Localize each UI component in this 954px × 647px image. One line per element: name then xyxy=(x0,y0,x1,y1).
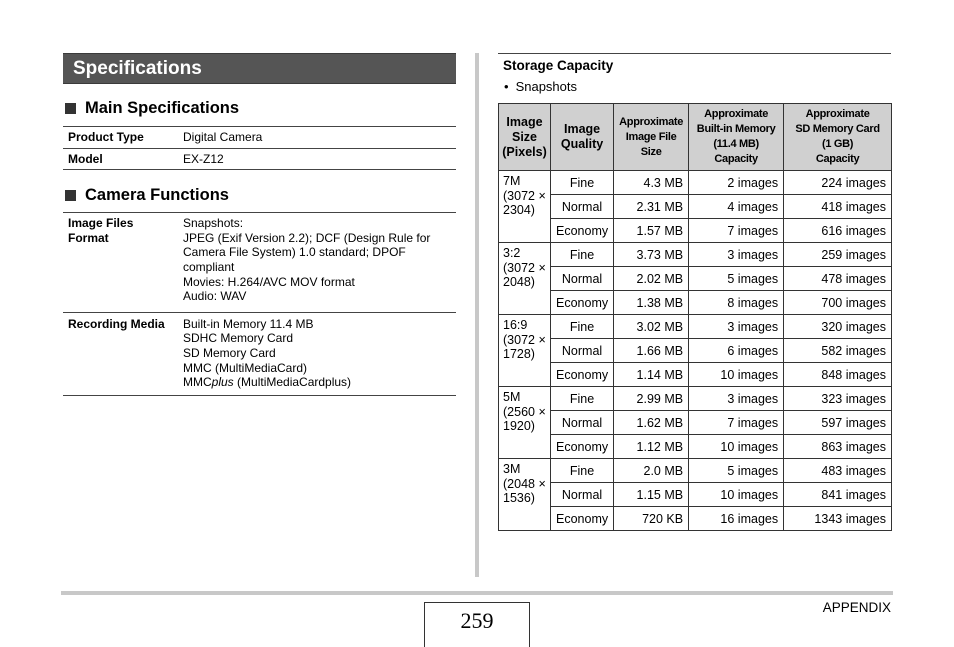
file-size-cell: 2.31 MB xyxy=(614,195,689,219)
sd-capacity-cell: 841 images xyxy=(784,483,892,507)
image-size-cell: 16:9 (3072 × 1728) xyxy=(499,315,551,387)
table-row xyxy=(499,387,892,411)
camera-functions-heading xyxy=(63,185,456,205)
file-size-cell: 1.15 MB xyxy=(614,483,689,507)
footer-rule xyxy=(61,591,893,595)
camera-functions-table xyxy=(63,212,456,396)
column-divider xyxy=(475,53,479,577)
file-size-cell: 1.57 MB xyxy=(614,219,689,243)
spec-line: JPEG (Exif Version 2.2); DCF (Design Rule for xyxy=(183,230,431,245)
spec-value xyxy=(178,213,456,313)
quality-cell: Economy xyxy=(551,291,614,315)
bullet-label: Snapshots xyxy=(515,79,577,94)
image-size-cell: 3:2 (3072 × 2048) xyxy=(499,243,551,315)
builtin-capacity-cell: 5 images xyxy=(689,267,784,291)
sd-capacity-cell: 418 images xyxy=(784,195,892,219)
quality-cell: Economy xyxy=(551,363,614,387)
spec-value xyxy=(178,312,456,395)
main-specifications-heading xyxy=(63,98,456,118)
file-size-cell: 2.99 MB xyxy=(614,387,689,411)
file-size-cell: 3.02 MB xyxy=(614,315,689,339)
spec-value: EX-Z12 xyxy=(183,151,224,166)
spec-key: Model xyxy=(68,151,103,166)
builtin-capacity-cell: 3 images xyxy=(689,387,784,411)
spec-line: MMCplus (MultiMediaCardplus) xyxy=(183,375,352,390)
main-specifications-table xyxy=(63,126,456,170)
file-size-cell: 1.66 MB xyxy=(614,339,689,363)
sd-capacity-cell: 323 images xyxy=(784,387,892,411)
header-file-size: Approximate Image File Size xyxy=(614,104,689,171)
spec-key: Image Files Format xyxy=(68,216,134,245)
spec-line: Built-in Memory 11.4 MB xyxy=(183,316,314,331)
spec-line: MMC (MultiMediaCard) xyxy=(183,360,308,375)
builtin-capacity-cell: 4 images xyxy=(689,195,784,219)
sd-capacity-cell: 848 images xyxy=(784,363,892,387)
snapshots-bullet xyxy=(498,79,891,94)
footer-section-label: APPENDIX xyxy=(822,600,891,615)
table-header-row xyxy=(499,104,892,171)
page-title: Specifications xyxy=(63,53,456,84)
table-row xyxy=(499,267,892,291)
image-size-cell: 5M (2560 × 1920) xyxy=(499,387,551,459)
spec-line: SD Memory Card xyxy=(183,345,276,360)
quality-cell: Normal xyxy=(551,267,614,291)
file-size-cell: 3.73 MB xyxy=(614,243,689,267)
table-row xyxy=(499,219,892,243)
table-row xyxy=(499,507,892,531)
sd-capacity-cell: 616 images xyxy=(784,219,892,243)
builtin-capacity-cell: 6 images xyxy=(689,339,784,363)
table-row xyxy=(63,127,456,149)
quality-cell: Economy xyxy=(551,507,614,531)
section-rule xyxy=(498,53,891,54)
header-image-size: Image Size (Pixels) xyxy=(499,104,551,171)
builtin-capacity-cell: 5 images xyxy=(689,459,784,483)
storage-capacity-table xyxy=(498,103,892,531)
builtin-capacity-cell: 7 images xyxy=(689,219,784,243)
spec-line: Audio: WAV xyxy=(183,289,247,304)
quality-cell: Normal xyxy=(551,195,614,219)
quality-cell: Fine xyxy=(551,243,614,267)
page-number: 259 xyxy=(424,602,530,647)
table-row xyxy=(499,435,892,459)
quality-cell: Normal xyxy=(551,411,614,435)
square-bullet-icon xyxy=(65,190,76,201)
file-size-cell: 1.12 MB xyxy=(614,435,689,459)
image-size-cell: 7M (3072 × 2304) xyxy=(499,171,551,243)
sd-capacity-cell: 863 images xyxy=(784,435,892,459)
table-row xyxy=(499,339,892,363)
file-size-cell: 1.38 MB xyxy=(614,291,689,315)
sd-capacity-cell: 320 images xyxy=(784,315,892,339)
file-size-cell: 1.14 MB xyxy=(614,363,689,387)
builtin-capacity-cell: 7 images xyxy=(689,411,784,435)
quality-cell: Economy xyxy=(551,219,614,243)
builtin-capacity-cell: 10 images xyxy=(689,363,784,387)
sd-capacity-cell: 224 images xyxy=(784,171,892,195)
spec-key: Product Type xyxy=(68,130,144,144)
quality-cell: Normal xyxy=(551,483,614,507)
table-row xyxy=(63,148,456,170)
builtin-capacity-cell: 2 images xyxy=(689,171,784,195)
square-bullet-icon xyxy=(65,103,76,114)
table-row xyxy=(499,171,892,195)
header-sd-capacity: Approximate SD Memory Card (1 GB) Capacity xyxy=(784,104,892,171)
quality-cell: Fine xyxy=(551,315,614,339)
quality-cell: Economy xyxy=(551,435,614,459)
table-row xyxy=(499,195,892,219)
spec-line: Camera File System) 1.0 standard; DPOF xyxy=(183,245,406,260)
table-row xyxy=(499,483,892,507)
builtin-capacity-cell: 10 images xyxy=(689,435,784,459)
spec-key: Recording Media xyxy=(68,316,165,331)
builtin-capacity-cell: 10 images xyxy=(689,483,784,507)
sd-capacity-cell: 582 images xyxy=(784,339,892,363)
sd-capacity-cell: 259 images xyxy=(784,243,892,267)
builtin-capacity-cell: 16 images xyxy=(689,507,784,531)
spec-line: Movies: H.264/AVC MOV format xyxy=(183,274,355,289)
table-row xyxy=(499,459,892,483)
storage-capacity-body xyxy=(499,171,892,531)
sd-capacity-cell: 478 images xyxy=(784,267,892,291)
camera-functions-label: Camera Functions xyxy=(85,185,229,204)
table-row xyxy=(499,363,892,387)
main-specifications-label: Main Specifications xyxy=(85,98,240,117)
spec-value: Digital Camera xyxy=(183,130,263,144)
table-row xyxy=(499,243,892,267)
sd-capacity-cell: 700 images xyxy=(784,291,892,315)
spec-line: Snapshots: xyxy=(183,216,244,231)
file-size-cell: 1.62 MB xyxy=(614,411,689,435)
sd-capacity-cell: 1343 images xyxy=(784,507,892,531)
builtin-capacity-cell: 3 images xyxy=(689,243,784,267)
sd-capacity-cell: 597 images xyxy=(784,411,892,435)
spec-line: compliant xyxy=(183,259,235,274)
spec-line: SDHC Memory Card xyxy=(183,331,294,346)
builtin-capacity-cell: 3 images xyxy=(689,315,784,339)
table-row xyxy=(499,291,892,315)
header-builtin-capacity: Approximate Built-in Memory (11.4 MB) Capacity xyxy=(689,104,784,171)
builtin-capacity-cell: 8 images xyxy=(689,291,784,315)
table-row xyxy=(63,312,456,395)
file-size-cell: 2.02 MB xyxy=(614,267,689,291)
file-size-cell: 720 KB xyxy=(614,507,689,531)
file-size-cell: 4.3 MB xyxy=(614,171,689,195)
quality-cell: Fine xyxy=(551,171,614,195)
bullet-dot-icon: • xyxy=(504,79,509,94)
table-row xyxy=(499,411,892,435)
left-column xyxy=(63,53,456,396)
image-size-cell: 3M (2048 × 1536) xyxy=(499,459,551,531)
file-size-cell: 2.0 MB xyxy=(614,459,689,483)
sd-capacity-cell: 483 images xyxy=(784,459,892,483)
table-row xyxy=(499,315,892,339)
quality-cell: Fine xyxy=(551,387,614,411)
right-column xyxy=(498,53,891,531)
quality-cell: Fine xyxy=(551,459,614,483)
quality-cell: Normal xyxy=(551,339,614,363)
storage-capacity-heading: Storage Capacity xyxy=(503,58,614,73)
header-image-quality: Image Quality xyxy=(551,104,614,171)
table-row xyxy=(63,213,456,313)
